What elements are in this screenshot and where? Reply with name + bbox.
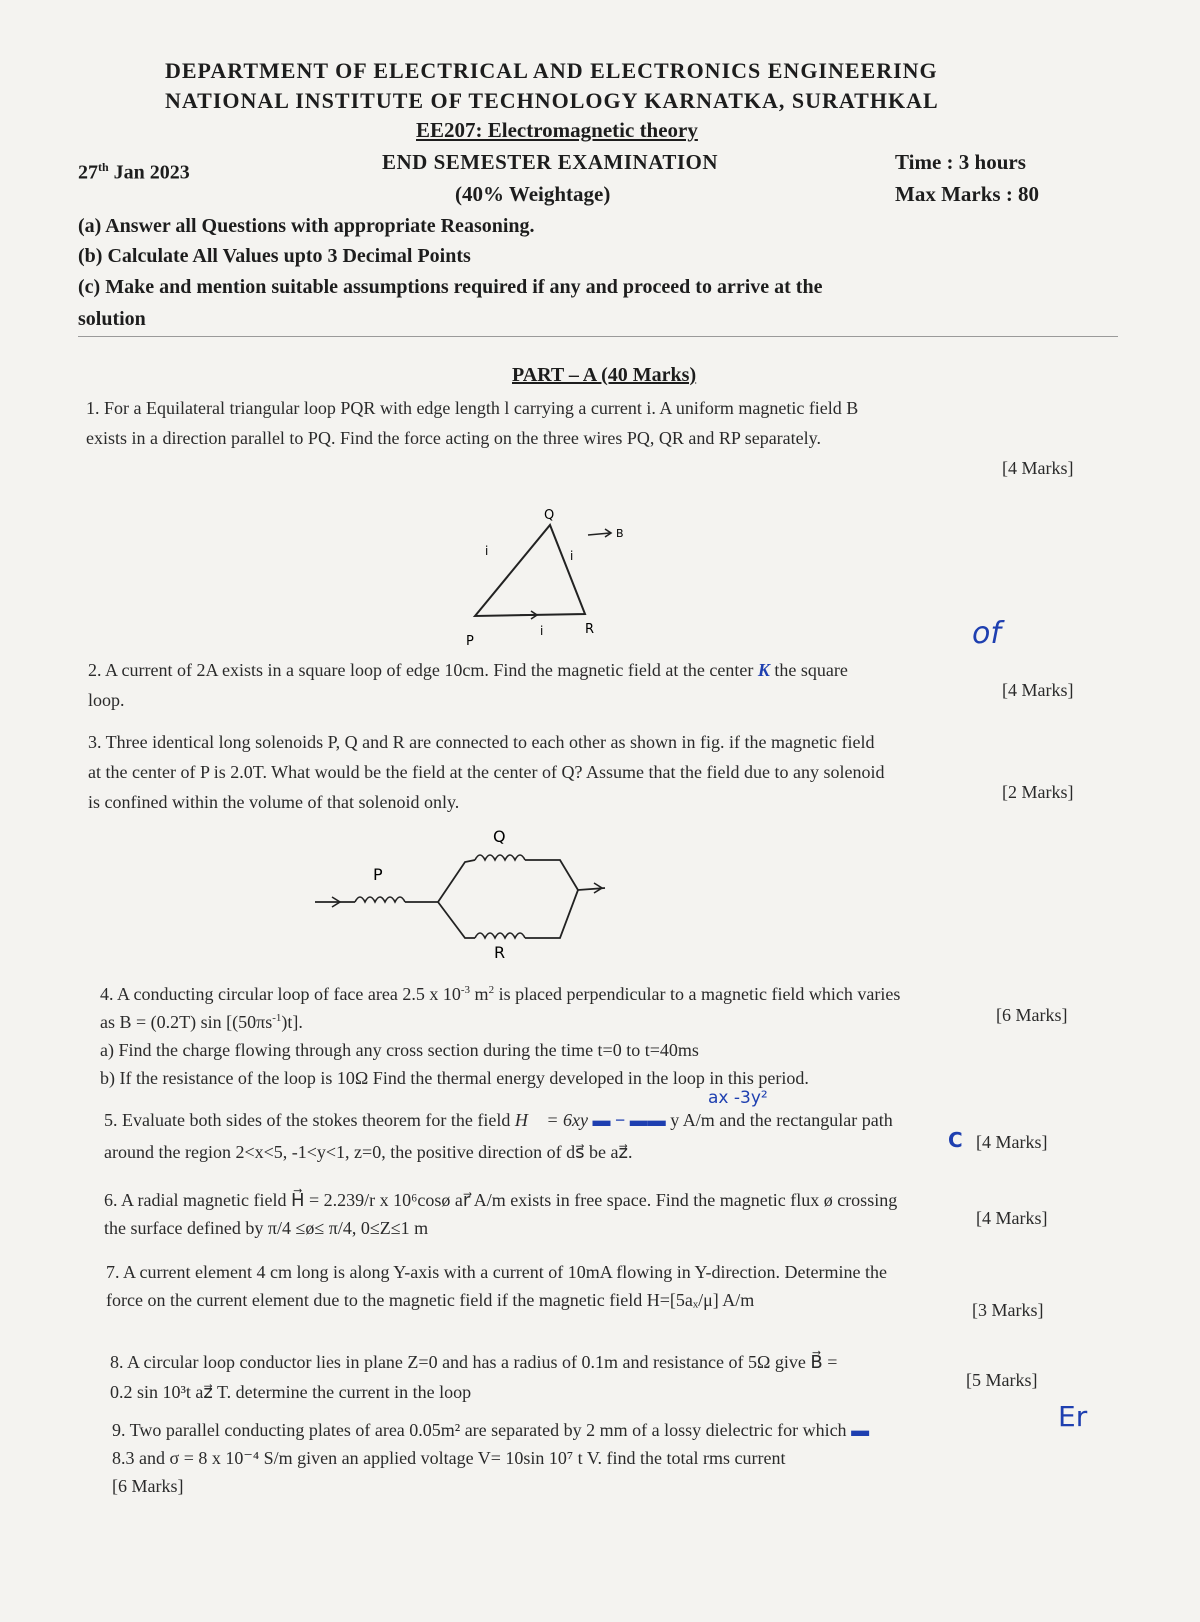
struck-symbol: ▬ <box>851 1420 870 1440</box>
question-8-line-1: 8. A circular loop conductor lies in plane Z=0 and has a radius of 0.1m and resistance of 5Ω give B⃗ = <box>110 1352 838 1372</box>
question-7-line-2: force on the current element due to the magnetic field if the magnetic field H=[5aₓ/μ] A/m <box>106 1290 755 1310</box>
question-2-line-1: 2. A current of 2A exists in a square loop of edge 10cm. Find the magnetic field at the center K the square <box>88 660 848 680</box>
question-5-line-2: around the region 2<x<5, -1<y<1, z=0, the positive direction of ds⃗ be az⃗. <box>104 1142 633 1162</box>
divider <box>78 336 1118 337</box>
question-7-marks: [3 Marks] <box>972 1300 1044 1320</box>
instruction-c: (c) Make and mention suitable assumptions required if any and proceed to arrive at the <box>78 276 823 298</box>
question-2-line-2: loop. <box>88 690 125 710</box>
label-p: P <box>466 634 474 649</box>
struck-word: K <box>757 660 770 680</box>
weightage: (40% Weightage) <box>455 182 611 206</box>
field-arrow <box>588 533 610 535</box>
solenoid-r <box>475 933 525 938</box>
question-6-marks: [4 Marks] <box>976 1208 1048 1228</box>
label-q: Q <box>544 508 555 523</box>
triangle-loop <box>475 525 585 616</box>
handwritten-er: Er <box>1058 1400 1088 1433</box>
label-current-bottom: i <box>540 624 544 638</box>
course-title: EE207: Electromagnetic theory <box>416 118 698 142</box>
solenoid-circuit-figure <box>310 820 630 960</box>
question-8-line-2: 0.2 sin 10³t az⃗ T. determine the current in the loop <box>110 1382 472 1402</box>
instruction-a: (a) Answer all Questions with appropriate Reasoning. <box>78 215 535 237</box>
label-r: R <box>585 622 595 637</box>
label-q: Q <box>493 827 506 846</box>
label-current-right: i <box>570 549 574 563</box>
question-1-marks: [4 Marks] <box>1002 458 1074 478</box>
label-p: P <box>373 865 383 884</box>
question-3-line-3: is confined within the volume of that solenoid only. <box>88 792 460 812</box>
question-4-part-a: a) Find the charge flowing through any cross section during the time t=0 to t=40ms <box>100 1040 699 1060</box>
question-3-line-1: 3. Three identical long solenoids P, Q and R are connected to each other as shown in fig. if the magnetic field <box>88 732 875 752</box>
question-6-line-2: the surface defined by π/4 ≤ø≤ π/4, 0≤Z≤1 m <box>104 1218 429 1238</box>
question-2-marks: [4 Marks] <box>1002 680 1074 700</box>
question-4-line-2: as B = (0.2T) $\sin [(50\pi s^{-1})t]$. <box>100 1012 303 1032</box>
instruction-c-cont: solution <box>78 308 146 330</box>
max-marks: Max Marks : 80 <box>895 182 1040 206</box>
handwritten-of: of <box>972 616 1001 651</box>
exam-date: 27th Jan 2023 <box>78 160 190 184</box>
handwritten-correction: ax -3y² <box>708 1088 768 1108</box>
question-3-marks: [2 Marks] <box>1002 782 1074 802</box>
handwritten-c: C <box>948 1128 963 1152</box>
question-9-line-1: 9. Two parallel conducting plates of area 0.05m² are separated by 2 mm of a lossy dielectric for which ▬ <box>112 1420 870 1440</box>
question-9-marks: [6 Marks] <box>112 1476 184 1496</box>
question-7-line-1: 7. A current element 4 cm long is along Y-axis with a current of 10mA flowing in Y-direction. Determine the <box>106 1262 887 1282</box>
label-r: R <box>494 943 506 960</box>
question-1-line-2: exists in a direction parallel to PQ. Find the force acting on the three wires PQ, QR and RP separately. <box>86 428 821 448</box>
department-heading: DEPARTMENT OF ELECTRICAL AND ELECTRONICS ENGINEERING <box>165 58 938 83</box>
exam-time: Time : 3 hours <box>895 150 1026 174</box>
question-6-line-1: 6. A radial magnetic field H⃗ = 2.239/r x 10⁶cosø ar⃗ A/m exists in free space. Find the magnetic flux ø crossing <box>104 1190 898 1210</box>
instruction-b: (b) Calculate All Values upto 3 Decimal Points <box>78 245 471 267</box>
question-5-marks: [4 Marks] <box>976 1132 1048 1152</box>
question-3-line-2: at the center of P is 2.0T. What would be the field at the center of Q? Assume that the field due to any solenoid <box>88 762 885 782</box>
solenoid-q <box>475 855 525 860</box>
question-4-line-1: 4. A conducting circular loop of face area 2.5 x $10^{-3}$ $m^2$ is placed perpendicular to a magnetic field which varies <box>100 984 901 1004</box>
triangle-loop-figure <box>460 505 650 650</box>
label-current-left: i <box>485 544 489 558</box>
question-9-line-2: 8.3 and σ = 8 x 10⁻⁴ S/m given an applied voltage V= 10sin 10⁷ t V. find the total rms current <box>112 1448 786 1468</box>
label-b: B <box>616 527 624 540</box>
institute-heading: NATIONAL INSTITUTE OF TECHNOLOGY KARNATKA, SURATHKAL <box>165 88 939 113</box>
struck-terms: ▬ − ▬▬ <box>592 1110 666 1130</box>
question-8-marks: [5 Marks] <box>966 1370 1038 1390</box>
question-4-part-b: b) If the resistance of the loop is 10Ω Find the thermal energy developed in the loop in this period. <box>100 1068 809 1088</box>
question-1-line-1: 1. For a Equilateral triangular loop PQR with edge length l carrying a current i. A uniform magnetic field B <box>86 398 859 418</box>
part-a-heading: PART – A (40 Marks) <box>512 364 697 386</box>
solenoid-p <box>355 897 405 902</box>
question-5-line-1: 5. Evaluate both sides of the stokes theorem for the field H⃗ = 6xy ▬ − ▬▬ y A/m and the rectangular path <box>104 1110 893 1130</box>
question-4-marks: [6 Marks] <box>996 1005 1068 1025</box>
exam-name: END SEMESTER EXAMINATION <box>382 150 718 174</box>
